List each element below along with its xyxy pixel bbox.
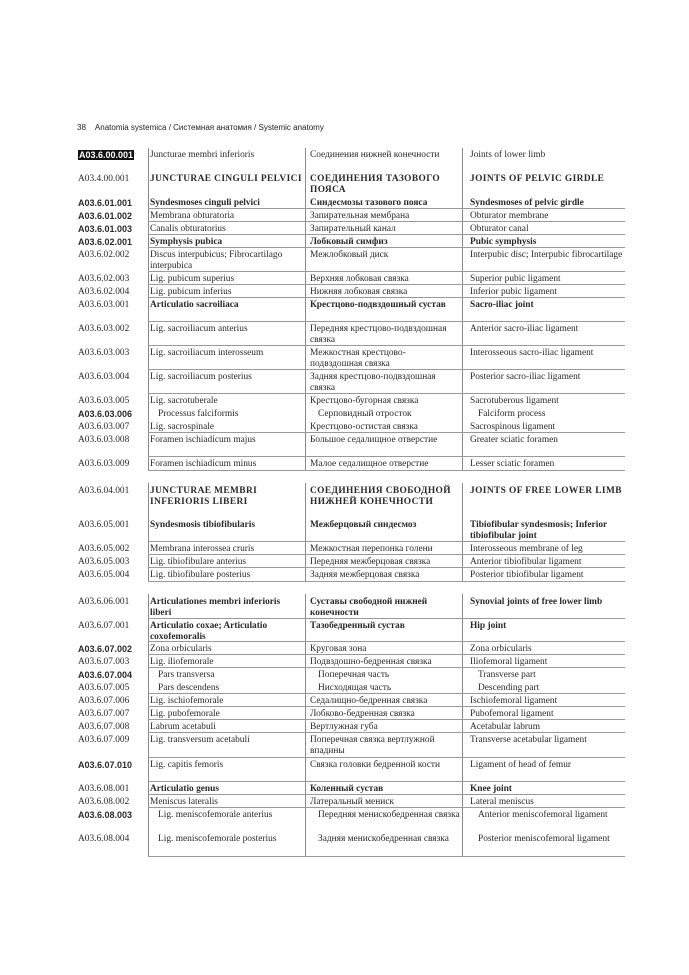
latin-term: Zona orbicularis	[150, 644, 212, 654]
term-code: A03.6.08.002	[78, 797, 130, 807]
english-term: Obturator canal	[470, 224, 529, 234]
english-term: Ligament of head of femur	[470, 760, 572, 770]
latin-term: Lig. pubofemorale	[150, 709, 220, 719]
row-divider	[148, 794, 625, 795]
row-divider	[148, 393, 625, 394]
english-term: Sacrospinous ligament	[470, 422, 556, 432]
term-code: A03.6.01.001	[78, 198, 133, 208]
latin-term: Juncturae membri inferioris	[150, 150, 255, 160]
term-code: A03.6.02.002	[78, 250, 130, 260]
russian-term: Малое седалищное отверстие	[310, 459, 429, 469]
column-divider	[148, 148, 149, 470]
page-running-title: Anatomia systemica / Системная анатомия / Systemic anatomy	[94, 123, 324, 132]
russian-term: Крестцово-остистая связка	[310, 422, 418, 432]
russian-term: Задняя менискобедренная связка	[318, 834, 449, 844]
russian-term: Латеральный мениск	[310, 797, 394, 807]
english-term: Sacro-iliac joint	[470, 300, 534, 310]
term-code: A03.6.03.006	[78, 409, 133, 419]
row-divider	[148, 321, 625, 322]
english-term: Falciform process	[478, 409, 546, 419]
term-code: A03.6.06.001	[78, 597, 130, 607]
english-term: Joints of lower limb	[470, 150, 546, 160]
term-code: A03.4.00.001	[78, 174, 130, 184]
latin-term: Lig. sacroiliacum posterius	[150, 372, 252, 382]
latin-term: Lig. sacroiliacum anterius	[150, 324, 248, 334]
row-divider	[148, 345, 625, 346]
english-term: Posterior sacro-iliac ligament	[470, 372, 581, 382]
term-code: A03.6.03.007	[78, 422, 130, 432]
column-divider	[305, 594, 306, 856]
latin-term: Pars descendens	[158, 683, 220, 693]
english-term: Transverse acetabular ligament	[470, 735, 587, 745]
latin-term: Meniscus lateralis	[150, 797, 218, 807]
russian-term: Связка головки бедренной кости	[310, 760, 441, 770]
english-term: Descending part	[478, 683, 540, 693]
latin-term: Pars transversa	[158, 670, 215, 680]
term-code: A03.6.07.009	[78, 735, 130, 745]
row-divider	[148, 247, 625, 248]
russian-term: Передняя межберцовая связка	[310, 557, 431, 567]
english-term: Inferior pubic ligament	[470, 287, 557, 297]
column-divider	[462, 148, 463, 470]
russian-term: Нижняя лобковая связка	[310, 287, 408, 297]
russian-term: Межкостная крестцово-подвздошная связка	[310, 348, 406, 369]
term-code: A03.6.03.001	[78, 300, 130, 310]
english-term: Pubofemoral ligament	[470, 709, 554, 719]
latin-term: Articulatio genus	[150, 784, 220, 794]
russian-term: Верхняя лобковая связка	[310, 274, 409, 284]
latin-term: Articulatio sacroiliaca	[150, 300, 239, 310]
russian-term: Задняя межберцовая связка	[310, 570, 420, 580]
term-code: A03.6.08.004	[78, 834, 130, 844]
term-code: A03.6.07.010	[78, 760, 133, 770]
latin-term: Symphysis pubica	[150, 237, 223, 247]
english-term: Posterior meniscofemoral ligament	[478, 834, 610, 844]
term-code: A03.6.02.003	[78, 274, 130, 284]
term-code: A03.6.07.002	[78, 644, 133, 654]
latin-term: Articulationes membri inferioris liberi	[150, 597, 281, 618]
russian-term: Межкостная перепонка голени	[310, 544, 433, 554]
russian-term: Запирательная мембрана	[310, 211, 410, 221]
row-divider	[148, 719, 625, 720]
row-divider	[148, 567, 625, 568]
latin-term: Articulatio coxae; Articulatio coxofemoralis	[150, 621, 268, 642]
latin-term: Discus interpubicus; Fibrocartilago interpubica	[150, 250, 283, 271]
english-term: Syndesmoses of pelvic girdle	[470, 198, 584, 208]
english-term: Lesser sciatic foramen	[470, 459, 555, 469]
column-divider	[305, 148, 306, 470]
russian-term: Крестцово-подвздошный сустав	[310, 300, 446, 310]
english-term: Interosseous sacro-iliac ligament	[470, 348, 594, 358]
term-code: A03.6.04.001	[78, 486, 130, 496]
term-code: A03.6.05.001	[78, 520, 130, 530]
row-divider	[148, 581, 625, 582]
latin-term: Labrum acetabuli	[150, 722, 216, 732]
term-code: A03.6.07.007	[78, 709, 130, 719]
english-term: Transverse part	[478, 670, 536, 680]
row-divider	[148, 706, 625, 707]
english-term: Anterior sacro-iliac ligament	[470, 324, 579, 334]
row-divider	[148, 732, 625, 733]
term-code: A03.6.07.006	[78, 696, 130, 706]
russian-term: СОЕДИНЕНИЯ ТАЗОВОГО ПОЯСА	[310, 174, 441, 195]
column-divider	[148, 594, 149, 856]
english-term: Pubic symphysis	[470, 237, 537, 247]
latin-term: Membrana interossea cruris	[150, 544, 255, 554]
row-divider	[148, 693, 625, 694]
term-code: A03.6.08.003	[78, 810, 133, 820]
row-divider	[148, 470, 625, 471]
english-term: Interosseous membrane of leg	[470, 544, 583, 554]
term-code: A03.6.00.001	[79, 150, 134, 160]
latin-term: Lig. sacrospinale	[150, 422, 215, 432]
english-term: Tibiofibular syndesmosis; Inferior tibiofibular joint	[470, 520, 608, 541]
latin-term: Lig. tibiofibulare posterius	[150, 570, 251, 580]
english-term: Posterior tibiofibular ligament	[470, 570, 584, 580]
latin-term: Lig. iliofemorale	[150, 657, 214, 667]
row-divider	[148, 456, 625, 457]
english-term: Iliofemoral ligament	[470, 657, 548, 667]
russian-term: Синдесмозы тазового пояса	[310, 198, 428, 208]
term-code: A03.6.03.005	[78, 396, 130, 406]
latin-term: Lig. pubicum inferius	[150, 287, 232, 297]
latin-term: Lig. sacrotuberale	[150, 396, 218, 406]
english-term: Sacrotuberous ligament	[470, 396, 559, 406]
russian-term: Седалищно-бедренная связка	[310, 696, 428, 706]
latin-term: Foramen ischiadicum minus	[150, 459, 257, 469]
russian-term: Межлобковый диск	[310, 250, 389, 260]
row-divider	[148, 208, 625, 209]
english-term: Superior pubic ligament	[470, 274, 561, 284]
row-divider	[148, 221, 625, 222]
english-term: Interpubic disc; Interpubic fibrocartilage	[470, 250, 623, 260]
term-code: A03.6.03.003	[78, 348, 130, 358]
row-divider	[148, 234, 625, 235]
term-code: A03.6.07.003	[78, 657, 130, 667]
latin-term: JUNCTURAE CINGULI PELVICI	[150, 174, 302, 184]
latin-term: Lig. ischiofemorale	[150, 696, 224, 706]
row-divider	[148, 369, 625, 370]
term-code: A03.6.08.001	[78, 784, 130, 794]
russian-term: Вертлужная губа	[310, 722, 378, 732]
english-term: Synovial joints of free lower limb	[470, 597, 603, 607]
english-term: Zona orbicularis	[470, 644, 532, 654]
latin-term: Lig. transversum acetabuli	[150, 735, 250, 745]
russian-term: Крестцово-бугорная связка	[310, 396, 419, 406]
russian-term: СОЕДИНЕНИЯ СВОБОДНОЙ НИЖНЕЙ КОНЕЧНОСТИ	[310, 486, 451, 507]
russian-term: Суставы свободной нижней конечности	[310, 597, 428, 618]
term-code: A03.6.02.004	[78, 287, 130, 297]
latin-term: Canalis obturatorius	[150, 224, 226, 234]
english-term: Obturator membrane	[470, 211, 549, 221]
term-code: A03.6.07.001	[78, 621, 130, 631]
russian-term: Лобково-бедренная связка	[310, 709, 415, 719]
row-divider	[148, 297, 625, 298]
term-code: A03.6.03.009	[78, 459, 130, 469]
row-divider	[148, 667, 625, 668]
latin-term: Syndesmoses cinguli pelvici	[150, 198, 260, 208]
latin-term: Syndesmosis tibiofibularis	[150, 520, 255, 530]
russian-term: Серповидный отросток	[318, 409, 412, 419]
english-term: Anterior meniscofemoral ligament	[478, 810, 608, 820]
russian-term: Круговая зона	[310, 644, 367, 654]
term-code: A03.6.07.005	[78, 683, 130, 693]
latin-term: Lig. tibiofibulare anterius	[150, 557, 247, 567]
russian-term: Коленный сустав	[310, 784, 384, 794]
russian-term: Нисходящая часть	[318, 683, 392, 693]
row-divider	[148, 432, 625, 433]
russian-term: Лобковый симфиз	[310, 237, 388, 247]
english-term: Knee joint	[470, 784, 512, 794]
row-divider	[148, 554, 625, 555]
row-divider	[148, 618, 625, 619]
english-term: Ischiofemoral ligament	[470, 696, 558, 706]
russian-term: Большое седалищное отверстие	[310, 435, 438, 445]
russian-term: Соединения нижней конечности	[310, 150, 440, 160]
russian-term: Запирательный канал	[310, 224, 396, 234]
russian-term: Тазобедренный сустав	[310, 621, 405, 631]
english-term: Lateral meniscus	[470, 797, 534, 807]
term-code: A03.6.03.002	[78, 324, 130, 334]
term-code: A03.6.05.003	[78, 557, 130, 567]
row-divider	[148, 641, 625, 642]
english-term: Greater sciatic foramen	[470, 435, 558, 445]
column-divider	[462, 594, 463, 856]
latin-term: Processus falciformis	[158, 409, 239, 419]
english-term: Hip joint	[470, 621, 507, 631]
row-divider	[148, 757, 625, 758]
russian-term: Передняя крестцово-подвздошная связка	[310, 324, 447, 345]
row-divider	[148, 654, 625, 655]
row-divider	[148, 856, 625, 857]
english-term: JOINTS OF PELVIC GIRDLE	[470, 174, 605, 184]
term-code: A03.6.07.008	[78, 722, 130, 732]
russian-term: Передняя менискобедренная связка	[318, 810, 460, 820]
russian-term: Поперечная связка вертлужной впадины	[310, 735, 435, 756]
english-term: Acetabular labrum	[470, 722, 541, 732]
term-code: A03.6.02.001	[78, 237, 133, 247]
russian-term: Поперечная часть	[318, 670, 390, 680]
term-code: A03.6.01.002	[78, 211, 133, 221]
row-divider	[148, 807, 625, 808]
term-code: A03.6.05.002	[78, 544, 130, 554]
term-code: A03.6.01.003	[78, 224, 133, 234]
russian-term: Задняя крестцово-подвздошная связка	[310, 372, 436, 393]
row-divider	[148, 781, 625, 782]
page-number: 38	[77, 123, 86, 132]
latin-term: Lig. capitis femoris	[150, 760, 224, 770]
term-code: A03.6.07.004	[78, 670, 133, 680]
russian-term: Подвздошно-бедренная связка	[310, 657, 432, 667]
english-term: Anterior tibiofibular ligament	[470, 557, 582, 567]
latin-term: Foramen ischiadicum majus	[150, 435, 256, 445]
latin-term: Membrana obturatoria	[150, 211, 235, 221]
russian-term: Межберцовый синдесмоз	[310, 520, 417, 530]
term-code: A03.6.03.008	[78, 435, 130, 445]
row-divider	[148, 284, 625, 285]
term-code: A03.6.03.004	[78, 372, 130, 382]
term-code: A03.6.05.004	[78, 570, 130, 580]
english-term: JOINTS OF FREE LOWER LIMB	[470, 486, 622, 496]
latin-term: Lig. sacroiliacum interosseum	[150, 348, 264, 358]
latin-term: Lig. meniscofemorale anterius	[158, 810, 273, 820]
latin-term: Lig. meniscofemorale posterius	[158, 834, 277, 844]
row-divider	[148, 541, 625, 542]
latin-term: Lig. pubicum superius	[150, 274, 235, 284]
latin-term: JUNCTURAE MEMBRI INFERIORIS LIBERI	[150, 486, 258, 507]
row-divider	[148, 271, 625, 272]
